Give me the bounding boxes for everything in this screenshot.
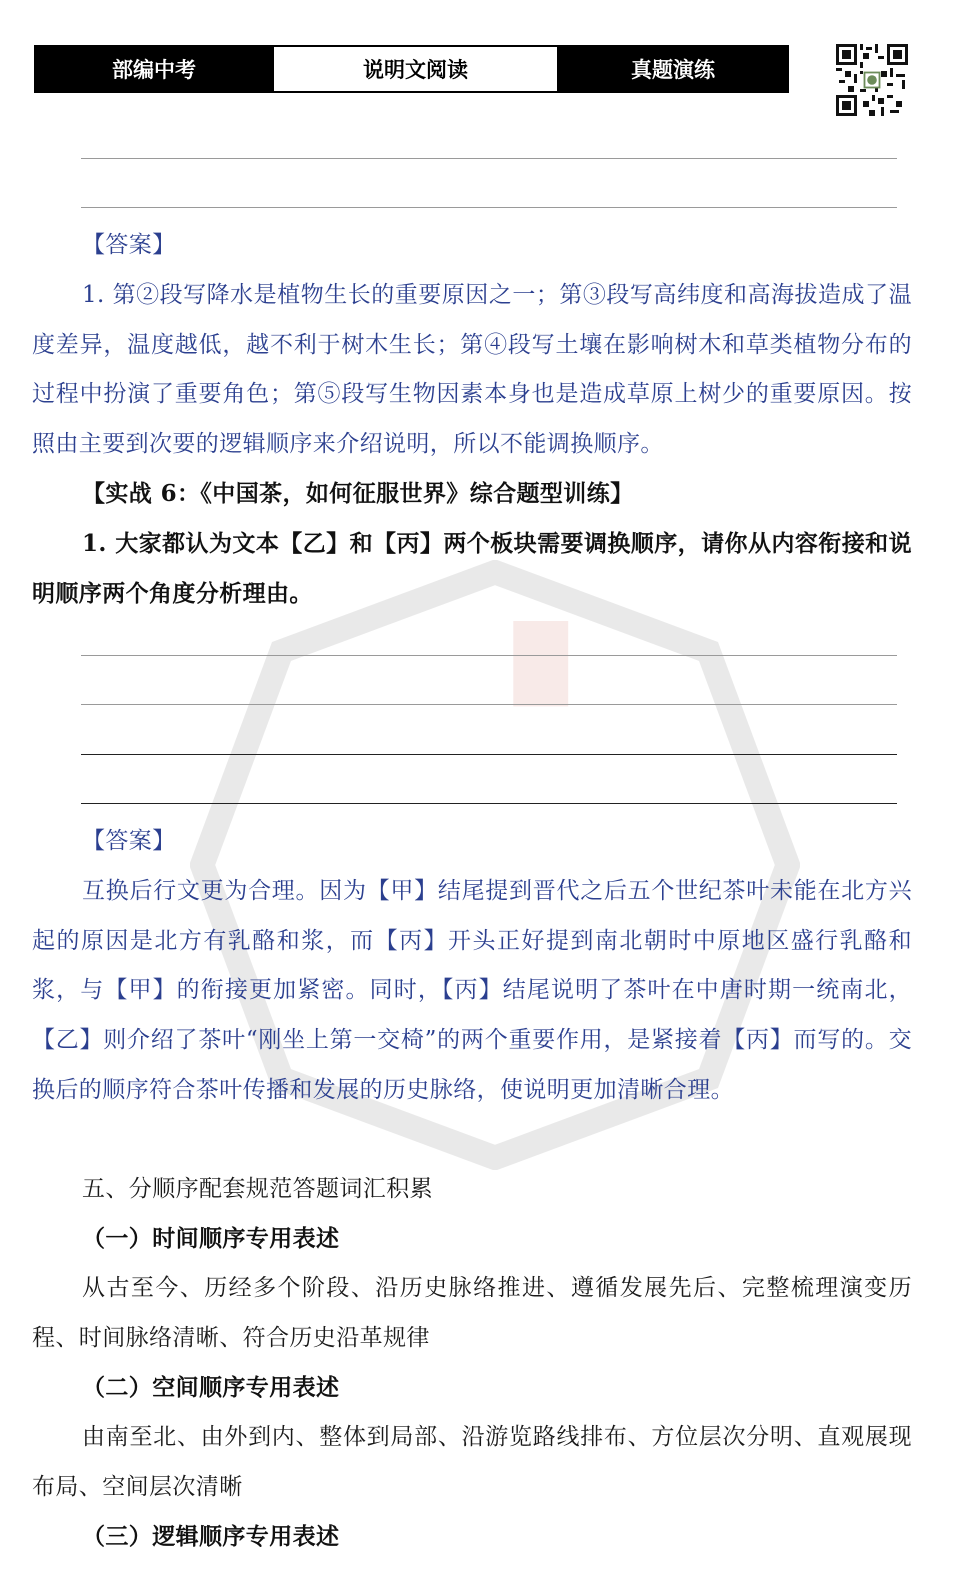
answer-text: 互换后行文更为合理。因为【甲】结尾提到晋代之后五个世纪茶叶未能在北方兴起的原因是北方有乳酪和浆，而【丙】开头正好提到南北朝时中原地区盛行乳酪和浆，与【甲】的衔接更加紧密。同时，【丙】结尾说明了茶叶在中唐时期一统南北，【乙】则介绍了茶叶“刚坐上第一交椅”的两个重要作用，是紧接着【丙】而写的。交换后的顺序符合茶叶传播和发展的历史脉络，使说明更加清晰合理。 [32, 878, 912, 1103]
answer-line [81, 704, 897, 705]
subsection-title: （三）逻辑顺序专用表述 [82, 1523, 340, 1550]
answer-tag: 【答案】 [82, 828, 176, 854]
answer-text: 1. 第②段写降水是植物生长的重要原因之一；第③段写高纬度和高海拔造成了温度差异，温度越低，越不利于树木生长；第④段写土壤在影响树木和草类植物分布的过程中扮演了重要角色；第⑤段写生物因素本身也是造成草原上树少的重要原因。按照由主要到次要的逻辑顺序来介绍说明，所以不能调换顺序。 [32, 282, 912, 458]
qr-code-icon [836, 44, 908, 116]
answer-line [81, 754, 897, 755]
practice-question: 1. 大家都认为文本【乙】和【丙】两个板块需要调换顺序，请你从内容衔接和说明顺序两个角度分析理由。 [32, 530, 912, 607]
answer-line [81, 655, 897, 656]
practice-title: 【实战 6：《中国茶，如何征服世界》综合题型训练】 [82, 480, 634, 507]
subsection-title: （二）空间顺序专用表述 [82, 1374, 340, 1401]
header-right-label: 真题演练 [559, 47, 787, 91]
section-title: 五、分顺序配套规范答题词汇积累 [82, 1176, 433, 1202]
header-center-label: 说明文阅读 [272, 47, 559, 91]
subsection-title: （一）时间顺序专用表述 [82, 1225, 340, 1252]
header-left-label: 部编中考 [36, 47, 272, 91]
answer-tag: 【答案】 [82, 232, 176, 258]
subsection-text: 由南至北、由外到内、整体到局部、沿游览路线排布、方位层次分明、直观展现布局、空间层次清晰 [32, 1424, 912, 1500]
answer-line [81, 803, 897, 804]
answer-line [81, 207, 897, 208]
subsection-text: 从古至今、历经多个阶段、沿历史脉络推进、遵循发展先后、完整梳理演变历程、时间脉络清晰、符合历史沿革规律 [32, 1275, 912, 1351]
answer-line [81, 158, 897, 159]
header-bar [34, 45, 789, 93]
